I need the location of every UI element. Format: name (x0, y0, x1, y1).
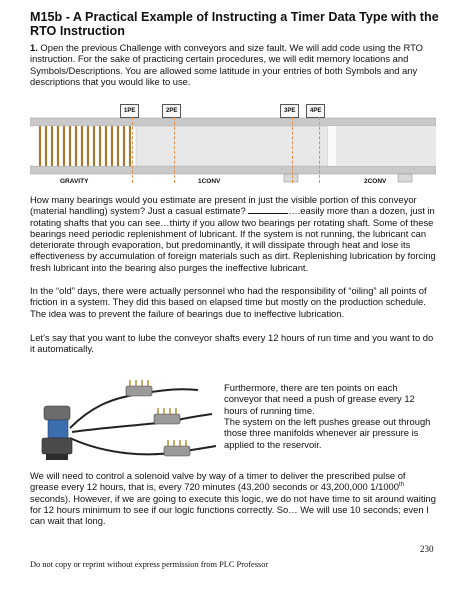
ordinal-suffix: th (399, 482, 405, 489)
copyright-footer: Do not copy or reprint without express permission from PLC Professor (30, 560, 269, 569)
conveyor-2-label: 2CONV (364, 178, 387, 185)
photo-eye-label: 1PE (120, 104, 139, 118)
lubrication-system-figure (30, 368, 220, 472)
timer-text-2: seconds). However, if we are going to execute this logic, we do not have time to sit around waiting for 12 hours minimum to see if our logic functions correctly. So… We will use 10 seconds; even I can wait that long. (30, 492, 436, 527)
photo-eye-beam (132, 117, 133, 183)
conveyor-diagram (30, 104, 436, 192)
lubrication-drawing (30, 368, 220, 472)
photo-eye-label: 2PE (162, 104, 181, 118)
timer-paragraph (30, 470, 436, 526)
photo-eye-beam (319, 117, 320, 183)
intro-paragraph (30, 42, 436, 87)
page-number: 230 (420, 544, 434, 554)
step-number: 1. (30, 42, 38, 53)
grease-points-paragraph: Furthermore, there are ten points on each conveyor that need a push of grease every 12 hours of running time. (224, 382, 415, 416)
photo-eye-label: 4PE (306, 104, 325, 118)
manifold-paragraph: The system on the left pushes grease out through those three manifolds whenever air pressure is applied to the reservoir. (224, 416, 431, 450)
conveyor-1-label: 1CONV (198, 178, 221, 185)
answer-blank (248, 206, 288, 214)
photo-eye-beam (292, 117, 293, 183)
oiling-paragraph: In the “old” days, there were actually personnel who had the responsibility of “oiling” all points of friction in a system. They did this based on elapsed time but mostly on the production schedule. The idea was to prevent the failure of bearings due to ineffective lubrication. (30, 285, 427, 319)
photo-eye-beam (174, 117, 175, 183)
intro-text: Open the previous Challenge with conveyors and size fault. We will add code using the RTO instruction. For the sake of practicing certain procedures, we will edit memory locations and Symbols/Descriptions. You are allowed some latitude in your entries of both Symbols and any descriptions that you would like to use. (30, 42, 423, 87)
bearings-paragraph (30, 194, 436, 273)
bearings-text-1: How many bearings would you estimate are present in just the visible portion of this conveyor (material handling) system? Just a casual estimate? (30, 194, 417, 217)
lube-paragraph: Let’s say that you want to lube the conveyor shafts every 12 hours of run time and you want to do it automatically. (30, 332, 434, 355)
timer-text-1: We will need to control a solenoid valve by way of a timer to deliver the prescribed pulse of grease every 12 hours, that is, every 720 minutes (43,200 seconds or 43,200,000 1/1000 (30, 470, 406, 493)
page-title: M15b - A Practical Example of Instructing a Timer Data Type with the RTO Instruction (30, 10, 439, 38)
gravity-label: GRAVITY (60, 178, 89, 185)
bearings-text-2: ….easily more than a dozen, just in rotating shafts that you can see…thirty if you allow two bearings per rotating shaft. Some of these bearings need periodic replenishment of lubricant. If the system is not running, the lubricant can deteriorate through evaporation, but predominantly, it will dissipate through heat and lose its effectiveness by accumulation of foreign materials such as dirt. Replenishing lubrication by forcing fresh lubricant into the bearing also purges the ineffective lubricant. (30, 205, 436, 273)
photo-eye-label: 3PE (280, 104, 299, 118)
